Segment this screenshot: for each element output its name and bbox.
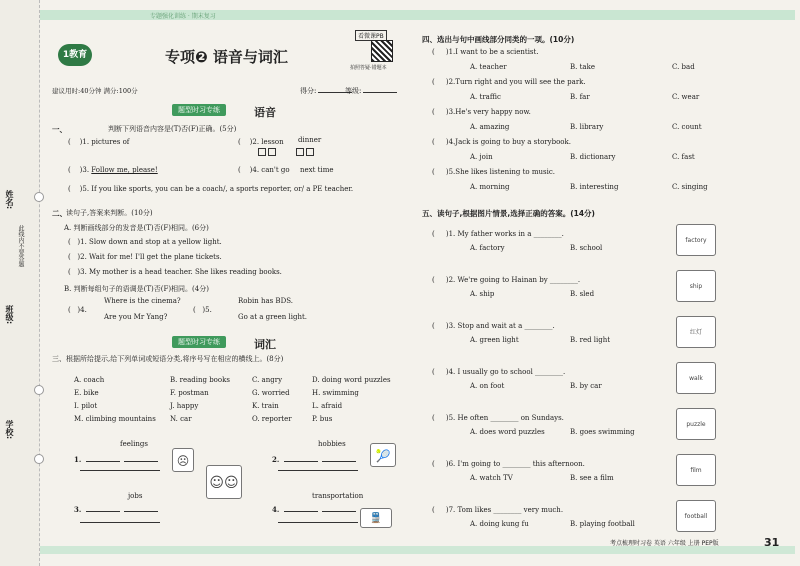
q5-option[interactable]: B. playing football: [570, 520, 635, 528]
q4-sentence: ( )3.He's very happy now.: [432, 108, 531, 116]
q5-option[interactable]: A. ship: [470, 290, 495, 298]
page-number: 31: [764, 536, 780, 549]
q4-option[interactable]: B. interesting: [570, 183, 619, 191]
next-time-word: next time: [300, 166, 334, 174]
answer-boxes: [258, 148, 278, 156]
q4-option[interactable]: B. take: [570, 63, 595, 71]
section-title-vocab: 词汇: [254, 338, 276, 351]
q4-option[interactable]: C. count: [672, 123, 702, 131]
category-label: hobbies: [318, 440, 346, 448]
q4-option[interactable]: A. morning: [470, 183, 510, 191]
q4-sentence: ( )5.She likes listening to music.: [432, 168, 555, 176]
word-option: L. afraid: [312, 402, 343, 410]
q4-option[interactable]: B. dictionary: [570, 153, 616, 161]
q4-sentence: ( )1.I want to be a scientist.: [432, 48, 539, 56]
q4-sentence: ( )2.Turn right and you will see the park.: [432, 78, 586, 86]
q4-option[interactable]: C. wear: [672, 93, 700, 101]
word-option: K. train: [252, 402, 279, 410]
word-option: B. reading books: [170, 376, 230, 384]
time-score: 建议用时:40分钟 满分:100分: [52, 87, 138, 95]
children-icon: ☺☺: [206, 465, 242, 499]
section-badge: 题型时习专练: [172, 336, 226, 348]
q5-picture-icon: ship: [676, 270, 716, 302]
q5-picture-icon: puzzle: [676, 408, 716, 440]
bottom-bar: [40, 546, 795, 554]
q2-b5-line-a: Robin has BDS.: [238, 297, 293, 305]
q5-option[interactable]: B. goes swimming: [570, 428, 635, 436]
q5-option[interactable]: B. sled: [570, 290, 595, 298]
q4-option[interactable]: C. fast: [672, 153, 695, 161]
name-label: 姓名:: [5, 190, 14, 210]
q4-option[interactable]: A. amazing: [470, 123, 510, 131]
q2-a-label: A. 判断画线部分的发音是(T)否(F)相同。(6分): [64, 224, 209, 232]
q5-option[interactable]: B. school: [570, 244, 603, 252]
q5-option[interactable]: A. factory: [470, 244, 505, 252]
q5-option[interactable]: A. doing kung fu: [470, 520, 529, 528]
brand-logo: 1教育: [58, 44, 92, 66]
answer-boxes: [296, 148, 316, 156]
q1-instruction: 判断下列语音内容是(T)否(F)正确。(5分): [108, 125, 237, 133]
q4-option[interactable]: A. traffic: [470, 93, 501, 101]
word-option: G. worried: [252, 389, 290, 397]
q5-picture-icon: factory: [676, 224, 716, 256]
q5-sentence: ( )5. He often ________ on Sundays.: [432, 414, 564, 422]
q5-option[interactable]: A. does word puzzles: [470, 428, 545, 436]
grade-label: 等级:: [345, 86, 399, 96]
word-option: E. bike: [74, 389, 99, 397]
q2-a-item: ( )2. Wait for me! I'll get the plane tickets.: [68, 253, 222, 261]
word-option: O. reporter: [252, 415, 292, 423]
page-title: 专项❷ 语音与词汇: [165, 48, 288, 66]
binding-strip: [0, 0, 40, 566]
qr-code-icon[interactable]: [371, 40, 393, 62]
q2-b-item: ( )4.: [68, 306, 87, 314]
q5-option[interactable]: B. red light: [570, 336, 611, 344]
q1-item: ( )4. can't go: [238, 166, 290, 174]
answer-line[interactable]: 4.: [272, 505, 358, 514]
q4-option[interactable]: A. join: [470, 153, 493, 161]
q1-item: ( )5. If you like sports, you can be a coach/, a sports reporter, or/ a PE teacher.: [68, 185, 354, 193]
q5-option[interactable]: A. green light: [470, 336, 519, 344]
q5-sentence: ( )2. We're going to Hainan by ________.: [432, 276, 581, 284]
word-option: I. pilot: [74, 402, 98, 410]
word-option: M. climbing mountains: [74, 415, 156, 423]
q5-sentence: ( )7. Tom likes ________ very much.: [432, 506, 564, 514]
banner-text: 专题强化训练 · 期末复习: [150, 13, 216, 20]
word-option: H. swimming: [312, 389, 359, 397]
word-option: N. car: [170, 415, 192, 423]
q1-item: ( )1. pictures of: [68, 138, 130, 146]
section-badge: 题型时习专练: [172, 104, 226, 116]
q5-sentence: ( )3. Stop and wait at a ________.: [432, 322, 555, 330]
q5-option[interactable]: A. watch TV: [470, 474, 513, 482]
q1-item: ( )2. lesson: [238, 138, 284, 146]
q2-b-item: ( )5.: [193, 306, 212, 314]
q5-picture-icon: film: [676, 454, 716, 486]
q4-option[interactable]: B. far: [570, 93, 590, 101]
answer-line[interactable]: 2.: [272, 455, 358, 464]
category-label: transportation: [312, 492, 364, 500]
q2-a-item: ( )3. My mother is a head teacher. She likes reading books.: [68, 268, 282, 276]
word-option: F. postman: [170, 389, 209, 397]
q2-instruction: 读句子,答案来判断。(10分): [66, 209, 153, 217]
q1-number: 一、: [52, 125, 67, 134]
school-label: 学校:: [5, 420, 14, 440]
series-footer: 考点梳理时习卷 英语 六年级 上册 PEP版: [610, 540, 719, 547]
punch-hole: [34, 192, 44, 202]
q5-option[interactable]: B. by car: [570, 382, 602, 390]
q5-picture-icon: football: [676, 500, 716, 532]
section-title-phonics: 语音: [254, 106, 276, 119]
q5-picture-icon: 红灯: [676, 316, 716, 348]
sad-child-icon: ☹: [172, 448, 194, 472]
q4-option[interactable]: C. bad: [672, 63, 695, 71]
class-label: 班级:: [5, 305, 14, 325]
answer-line[interactable]: [278, 522, 358, 523]
punch-hole: [34, 385, 44, 395]
q5-sentence: ( )1. My father works in a ________.: [432, 230, 564, 238]
tennis-player-icon: 🎾: [370, 443, 396, 467]
q5-option[interactable]: A. on foot: [470, 382, 505, 390]
word-option: D. doing word puzzles: [312, 376, 391, 384]
q5-sentence: ( )4. I usually go to school ________.: [432, 368, 566, 376]
qr-label: 看微课PB: [355, 30, 387, 41]
q2-b4-line-a: Where is the cinema?: [104, 297, 181, 305]
q1-item: ( )3. Follow me, please!: [68, 166, 158, 174]
word-option: C. angry: [252, 376, 283, 384]
qr-caption: 拍照答疑·错题本: [350, 65, 387, 71]
answer-line[interactable]: 1.: [74, 455, 160, 464]
q2-b4-line-b: Are you Mr Yang?: [104, 313, 168, 321]
answer-line[interactable]: [80, 522, 160, 523]
score-label: 得分:: [300, 86, 354, 96]
dinner-word: dinner: [298, 136, 322, 144]
q2-a-item: ( )1. Slow down and stop at a yellow light.: [68, 238, 222, 246]
q4-instruction: 四、选出与句中画线部分同类的一项。(10分): [422, 35, 575, 44]
q3-instruction: 三、根据所给提示,给下列单词或短语分类,将序号写在相应的横线上。(8分): [52, 355, 284, 363]
word-option: P. bus: [312, 415, 333, 423]
word-option: A. coach: [74, 376, 105, 384]
word-option: J. happy: [170, 402, 199, 410]
train-icon: 🚆: [360, 508, 392, 528]
q5-option[interactable]: B. see a film: [570, 474, 614, 482]
q2-number: 二、: [52, 209, 67, 218]
q5-sentence: ( )6. I'm going to ________ this afternoon.: [432, 460, 585, 468]
q4-option[interactable]: C. singing: [672, 183, 708, 191]
q4-option[interactable]: B. library: [570, 123, 604, 131]
answer-line[interactable]: [80, 470, 160, 471]
punch-hole: [34, 454, 44, 464]
q2-b5-line-b: Go at a green light.: [238, 313, 307, 321]
q4-option[interactable]: A. teacher: [470, 63, 507, 71]
answer-line[interactable]: 3.: [74, 505, 160, 514]
category-label: feelings: [120, 440, 148, 448]
q2-b-label: B. 判断每组句子的语调是(T)否(F)相同。(4分): [64, 285, 209, 293]
binding-notice: 此线内不要答题: [17, 225, 24, 267]
q5-instruction: 五、读句子,根据图片情景,选择正确的答案。(14分): [422, 209, 595, 218]
category-label: jobs: [128, 492, 143, 500]
answer-line[interactable]: [278, 470, 358, 471]
q4-sentence: ( )4.Jack is going to buy a storybook.: [432, 138, 571, 146]
q5-picture-icon: walk: [676, 362, 716, 394]
